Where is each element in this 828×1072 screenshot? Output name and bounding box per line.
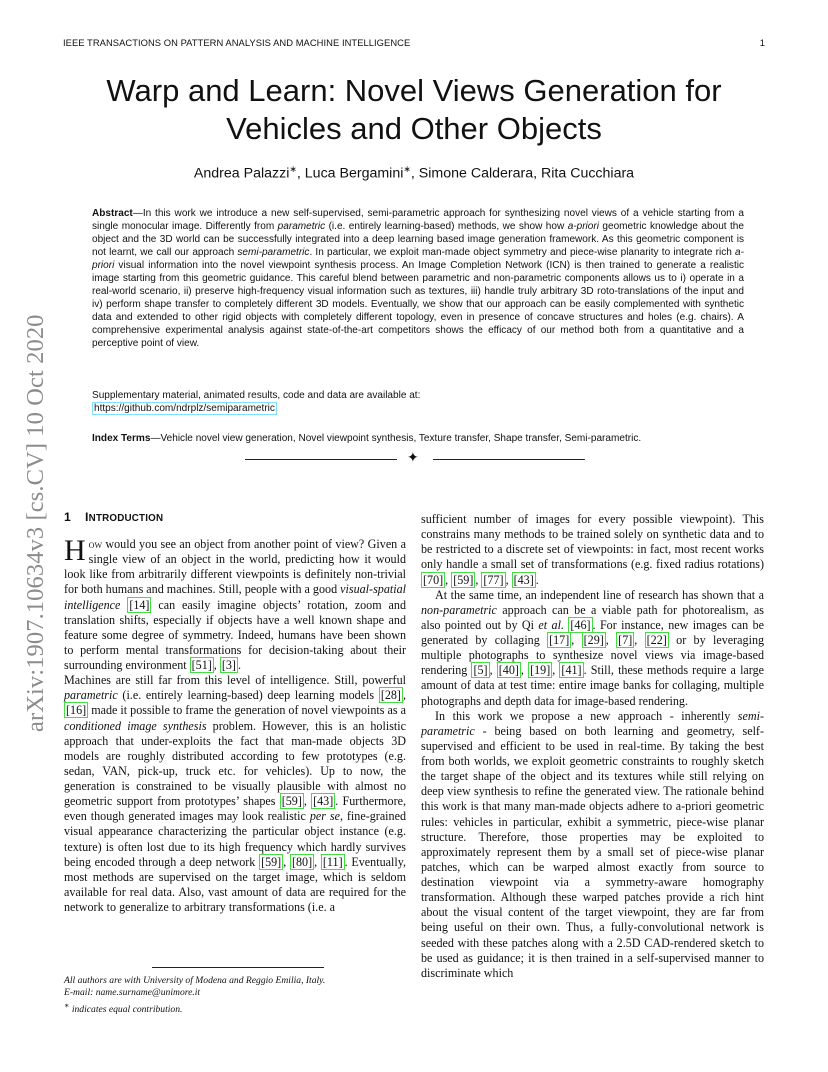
body-text: , [213, 658, 220, 672]
title-line-2: Vehicles and Other Objects [226, 111, 602, 146]
author-list [0, 164, 828, 182]
body-text: or by leveraging multiple photographs to synthesize novel views via image-based rendering [421, 633, 765, 678]
footnote-affiliation: All authors are with University of Modena and Reggio Emilia, Italy. [64, 975, 326, 986]
citation-link[interactable]: [43] [313, 794, 334, 809]
body-text: . Eventually, most methods are supervised on the target image, which is seldom available for real data. Also, vast amount of data are required for the network to generalize to arbitrary transformations (i.e. a [64, 854, 407, 914]
left-column [64, 534, 407, 915]
abstract-emphasis: a-priori [92, 247, 744, 272]
abstract-text: . In particular, we exploit man-made object symmetry and piece-wise planarity to integrate rich [309, 247, 736, 259]
abstract-emphasis: semi-parametric [237, 247, 310, 259]
body-text: , [314, 854, 321, 869]
abstract-text: —In this work we introduce a new self-supervised, semi-parametric approach for synthesizing novel views of a vehicle starting from a single monocular image. Differently from [92, 208, 744, 233]
citation-link[interactable]: [5] [473, 663, 488, 678]
citation-link[interactable]: [22] [646, 633, 667, 647]
paragraph [421, 709, 764, 981]
footnote-mark: ∗ [64, 1000, 70, 1010]
body-text: In this work we propose a new approach - inherently [435, 708, 738, 723]
abstract-label: Abstract [92, 208, 133, 219]
emphasis: semi-parametric [421, 708, 764, 738]
citation-link[interactable]: [19] [530, 663, 551, 678]
citation-link[interactable]: [3] [221, 658, 236, 672]
body-text: . [237, 658, 241, 672]
index-terms [92, 432, 744, 445]
abstract-emphasis: parametric [277, 221, 326, 233]
separator-rule-right [433, 459, 585, 460]
citation-link[interactable]: [16] [66, 703, 87, 718]
citation-link[interactable]: [80] [291, 854, 313, 869]
body-text: sufficient number of images for every possible viewpoint). This constrains many methods to be trained solely on synthetic data and to be restricted to a discrete set of viewpoints: in fact, most recent works only handle a small set of transformations (e.g. fixed radius rotations) [421, 512, 764, 572]
body-text: Machines are still far from this level of intelligence. Still, powerful [64, 673, 406, 688]
body-text: can easily imagine objects’ rotation, zoom and translation shifts, especially if objects have a well known shape and feature some degree of symmetry. Indeed, humans have been shown to perform mental transformations for decision-taking about their surrounding environment [64, 597, 406, 672]
emphasis: et al. [538, 617, 564, 632]
paragraph [421, 512, 764, 588]
supplementary-text: Supplementary material, animated results, code and data are available at: [92, 390, 421, 401]
body-text: , [571, 633, 582, 647]
emphasis: visual-spatial intelligence [64, 582, 406, 612]
section-heading [64, 510, 163, 524]
paper-title [0, 72, 828, 148]
footnote-equal-contribution [64, 1000, 404, 1016]
paragraph [64, 673, 406, 915]
body-text: , [303, 794, 312, 809]
body-text: At the same time, an independent line of research has shown that a [435, 587, 764, 602]
citation-link[interactable]: [77] [483, 572, 504, 587]
citation-link[interactable]: [70] [423, 572, 444, 587]
body-text: . Furthermore, even though generated images may look realistic [64, 794, 406, 824]
abstract-text: visual information into the novel viewpoint synthesis process. An Image Completion Network (ICN) is then trained to generate a realistic image starting from this geometric guidance. This careful blend between parametric and non-parametric components allows us to i) operate in a real-world scenario, ii) preserve high-frequency visual information such as textures, iii) handle truly arbitrary 3D roto-translations of the input and iv) perform shape transfer to completely different 3D models. Eventually, we show that our approach can be easily complemented with synthetic data and extended to other rigid objects with completely different topology, even in presence of concave structures and holes (e.g. chairs). A comprehensive experimental analysis against state-of-the-art competitors shows the efficacy of our method both from a quantitative and a perceptive point of view. [92, 260, 744, 350]
github-link[interactable]: https://github.com/ndrplz/semiparametric [94, 403, 275, 415]
body-text: , [445, 572, 452, 587]
abstract-text: (i.e. entirely learning-based) methods, we show how [325, 221, 568, 233]
footnote-rule [152, 967, 324, 968]
body-text: , [489, 663, 497, 678]
body-text: would you see an object from another point of view? Given a single view of an object in the world, predicting how it would look like from arbitrarily different viewpoints is definitely non-trivial for both humans and machines. Still, people with a good [64, 537, 406, 597]
citation-link[interactable]: [28] [380, 688, 401, 703]
body-text: . Still, these methods require a large amount of data at test time: entire image banks for collaging, multiple photographs and depth data for image-based rendering. [421, 663, 765, 708]
body-text: - being based on both learning and geometry, self-supervised and efficient to be used in real-time. By taking the best from both worlds, we exploit geometric constraints to roughly sketch the target shape of the object and its textures while still relying on deep view synthesis to refine the generated view. The rationale behind this work is that many man-made objects adhere to a-priori geometric rules: vehicles in particular, exhibit a symmetric, piece-wise planar structure. Therefore, those properties may be exploited to approximately represent them by a small set of piece-wise planar patches, which can be warped almost exactly from source to destination viewpoint via a symmetry-aware homography transformation. Although these warped patches provide a rich hint about the visual content of the target viewpoint, they are far from being useful on their own. Thus, a fully-convolutional network is seeded with these patches along with a 2.5D CAD-rendered sketch to be used as guidance; it is then trained in a self-supervised manner to discriminate which [421, 723, 764, 980]
emphasis: parametric [64, 688, 118, 703]
citation-link[interactable]: [40] [498, 663, 519, 678]
section-separator [245, 453, 585, 467]
section-title-rest: NTRODUCTION [88, 513, 164, 524]
body-text: problem. However, this is an holistic approach that under-exploits the fact that man-made objects 3D models are roughly distributed according to few prototypes (e.g. sedan, VAN, pick-up, truck etc. for vehicles). Up to now, the generation is constrained to be visually plausible with almost no geometric support from prototypes’ shapes [64, 718, 406, 809]
abstract [92, 207, 744, 351]
abstract-emphasis: a-priori [567, 221, 599, 233]
page-number: 1 [759, 37, 765, 48]
citation-link[interactable]: [17] [549, 633, 570, 647]
citation-link[interactable]: [29] [583, 633, 604, 647]
equal-contribution-mark: ∗ [403, 164, 411, 174]
body-text: (i.e. entirely learning-based) deep learning models [117, 688, 379, 703]
body-text: , [475, 572, 482, 587]
citation-link[interactable]: [46] [570, 617, 591, 632]
body-text: , [520, 663, 529, 678]
author-name: , Luca Bergamini [296, 165, 404, 182]
citation-link[interactable]: [59] [261, 854, 282, 869]
index-terms-label: Index Terms [92, 433, 151, 444]
author-name: Andrea Palazzi [193, 165, 290, 182]
body-text: , [605, 633, 617, 647]
citation-link[interactable]: [7] [618, 633, 633, 647]
body-text: , [552, 663, 560, 678]
author-names: , Simone Calderara, Rita Cucchiara [410, 165, 635, 182]
index-terms-text: —Vehicle novel view generation, Novel viewpoint synthesis, Texture transfer, Shape transfer, Semi-parametric. [150, 433, 642, 444]
title-line-1: Warp and Learn: Novel Views Generation for [106, 73, 722, 108]
citation-link[interactable]: [59] [281, 794, 302, 809]
separator-rule-left [245, 459, 397, 460]
footnote-text: indicates equal contribution. [69, 1003, 183, 1015]
emphasis: conditioned image synthesis [64, 718, 207, 733]
paragraph [421, 588, 764, 709]
body-text: , fine-grained visual appearance characterizing the particular object instance (e.g. texture) is often lost due to its high frequency which hardly survives being encoded through a deep network [64, 809, 407, 869]
body-text: , [402, 688, 406, 703]
citation-link[interactable]: [11] [322, 854, 343, 869]
supplementary-note [92, 389, 744, 415]
journal-name: IEEE TRANSACTIONS ON PATTERN ANALYSIS AND MACHINE INTELLIGENCE [63, 37, 411, 48]
paragraph [64, 534, 406, 673]
equal-contribution-mark: ∗ [289, 164, 297, 174]
body-text: . [535, 572, 539, 587]
abstract-text: geometric knowledge about the object and the 3D world can be successfully integrated into a deep learning based image generation framework. As this geometric component is not learnt, we call our approach [92, 221, 744, 259]
arxiv-stamp: arXiv:1907.10634v3 [cs.CV] 10 Oct 2020 [22, 314, 49, 732]
footnote-email: E-mail: name.surname@unimore.it [64, 987, 201, 999]
small-caps-text: ow [88, 537, 102, 551]
emphasis: non-parametric [421, 602, 497, 617]
body-text: . For instance, new images can be generated by collaging [421, 617, 765, 647]
running-header [63, 37, 765, 48]
section-title-initial: I [85, 510, 89, 524]
citation-link[interactable]: [14] [129, 597, 150, 612]
citation-link[interactable]: [59] [453, 572, 474, 587]
section-number: 1 [64, 510, 72, 524]
footnotes [64, 975, 404, 1016]
body-text: made it possible to frame the generation of novel viewpoints as a [88, 703, 406, 718]
separator-diamond-icon: ✦ [407, 451, 419, 466]
body-text: , [634, 633, 645, 647]
body-text: approach can be a viable path for photorealism, as also pointed out by Qi [421, 602, 764, 632]
right-column [421, 512, 764, 981]
emphasis: per se [309, 809, 340, 824]
citation-link[interactable]: [43] [513, 572, 534, 587]
citation-link[interactable]: [51] [191, 658, 212, 672]
drop-cap: H [64, 534, 86, 567]
body-text: , [283, 854, 290, 869]
citation-link[interactable]: [41] [561, 663, 582, 678]
body-text: , [505, 572, 512, 587]
